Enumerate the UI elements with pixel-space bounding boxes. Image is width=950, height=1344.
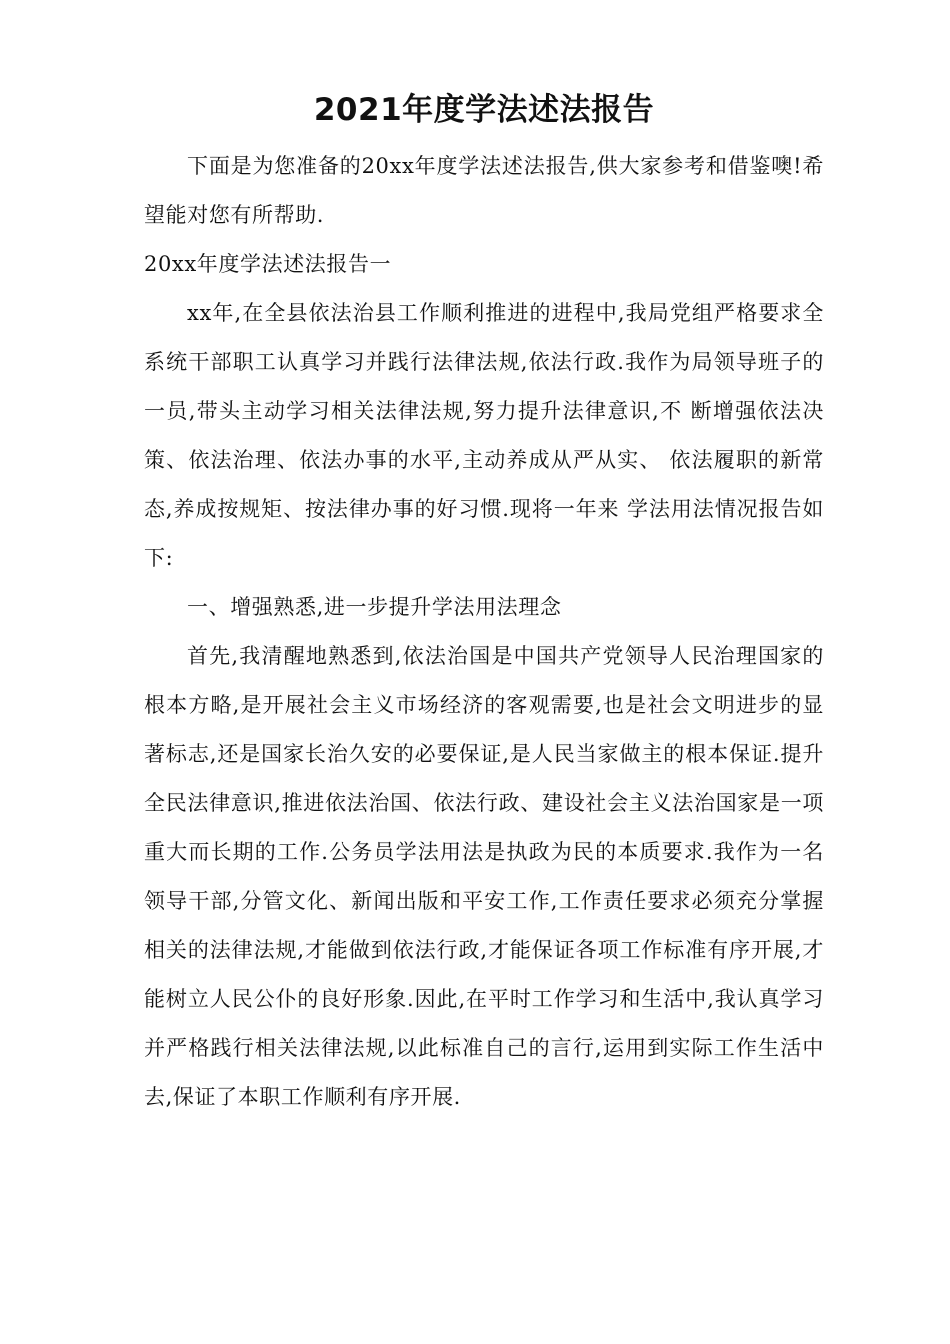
document-title: 2021年度学法述法报告 (313, 92, 655, 128)
document-body (144, 84, 824, 1122)
body-paragraph-first: 首先,我清醒地熟悉到,依法治国是中国共产党领导人民治理国家的根本方略,是开展社会主义市场经济的客观需要,也是社会文明进步的显著标志,还是国家长治久安的必要保证,是人民当家做主的根本保证.提升全民法律意识,推进依法治国、依法行政、建设社会主义法治国家是一项重大而长期的工作.公务员学法用法是执政为民的本质要求.我作为一名领导干部,分管文化、新闻出版和平安工作,工作责任要求必须充分掌握相关的法律法规,才能做到依法行政,才能保证各项工作标准有序开展,才能树立人民公仆的良好形象.因此,在平时工作学习和生活中,我认真学习并严格践行相关法律法规,以此标准自己的言行,运用到实际工作生活中去,保证了本职工作顺利有序开展. (144, 644, 824, 1109)
subsection-heading: 一、增强熟悉,进一步提升学法用法理念 (187, 595, 562, 619)
section-heading-report-one: 20xx年度学法述法报告一 (144, 252, 392, 276)
body-paragraph-overview: xx年,在全县依法治县工作顺利推进的进程中,我局党组严格要求全系统干部职工认真学习并践行法律法规,依法行政.我作为局领导班子的一员,带头主动学习相关法律法规,努力提升法律意识,不 断增强依法决策、依法治理、依法办事的水平,主动养成从严从实、 依法履职的新常态,养成按规矩、按法律办事的好习惯.现将一年来 学法用法情况报告如下: (144, 301, 824, 570)
intro-paragraph: 下面是为您准备的20xx年度学法述法报告,供大家参考和借鉴噢!希望能对您有所帮助. (144, 154, 824, 227)
